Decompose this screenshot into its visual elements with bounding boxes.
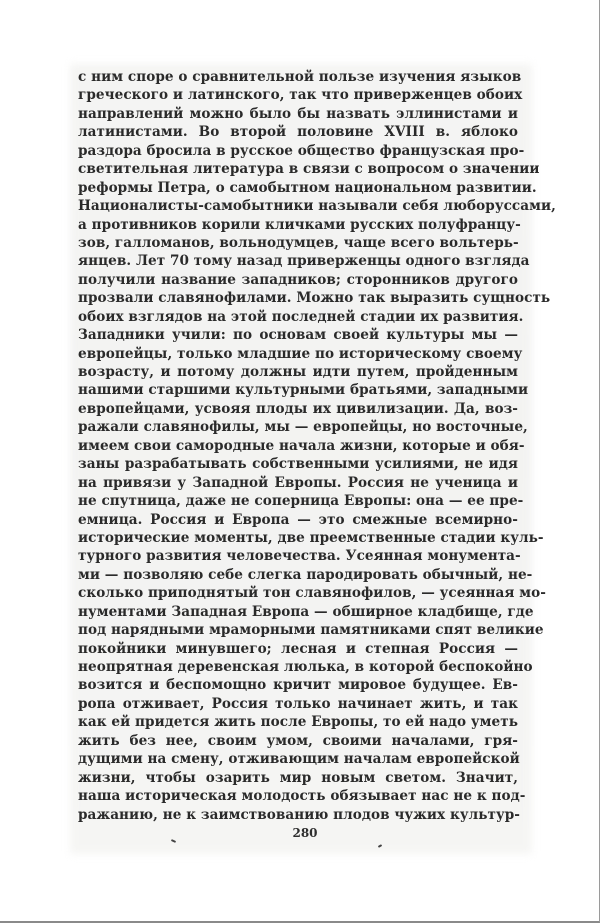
text-line: возится и беспомощно кричит мировое будущее. Ев- — [78, 677, 518, 694]
text-line: жить без нее, своим умом, своими началами, гря- — [78, 732, 518, 749]
text-line: латинистами. Во второй половине XVIII в. яблоко — [78, 124, 518, 141]
text-line: турного развития человечества. Усеянная монумента- — [78, 548, 521, 565]
text-line: возрасту, и потому должны идти путем, пройденным — [78, 364, 518, 380]
text-line: прозвали славянофилами. Можно так выразить сущность — [78, 290, 551, 307]
text-line: заны разрабатывать собственными усилиями, не идя — [78, 456, 518, 473]
text-line: наша историческая молодость обязывает нас не к под- — [78, 788, 526, 805]
text-line: греческого и латинского, так что приверженцев обоих — [78, 87, 523, 104]
text-line: имеем свои самородные начала жизни, которые и обя- — [78, 437, 525, 454]
text-line: емница. Россия и Европа — это смежные всемирно- — [78, 511, 518, 528]
text-line: раздора бросила в русское общество французская про- — [78, 142, 525, 159]
text-line: дущими на смену, отживающим началам европейской — [78, 751, 520, 768]
text-line: неопрятная деревенская люлька, в которой беспокойно — [78, 659, 533, 675]
text-line: обоих взглядов на этой последней стадии их развития. — [78, 308, 524, 325]
text-line: ражанию, не к заимствованию плодов чужих культур- — [78, 806, 520, 823]
text-line: европейцами, усвояя плоды их цивилизации. Да, воз- — [78, 400, 518, 417]
text-line: нументами Западная Европа — обширное кладбище, где — [78, 603, 534, 620]
text-line: зов, галломанов, вольнодумцев, чаще всего вольтерь- — [78, 234, 519, 251]
text-line: а противников корили кличками русских полуфранцу- — [78, 216, 521, 233]
text-line: с ним споре о сравнительной пользе изучения языков — [78, 69, 522, 85]
body-text — [78, 68, 556, 824]
text-line: ми — позволяю себе слегка пародировать обычный, не- — [78, 566, 533, 583]
text-line: под нарядными мраморными памятниками спят великие — [78, 622, 544, 639]
text-line: направлений можно было бы назвать эллинистами и — [78, 105, 518, 122]
text-line: светительная литература в связи с вопросом о значении — [78, 161, 540, 178]
text-line: не спутница, даже не соперница Европы: она — ее пре- — [78, 493, 524, 510]
text-line: нашими старшими культурными братьями, западными — [78, 382, 529, 399]
text-line: как ей придется жить после Европы, то ей надо уметь — [78, 714, 518, 731]
text-line: покойники минувшего; лесная и степная Россия — — [78, 640, 518, 657]
text-line: сколько приподнятый тон славянофилов, — усеянная мо- — [78, 585, 546, 602]
text-line: на привязи у Западной Европы. Россия не ученица и — [78, 474, 518, 491]
text-line: ражали славянофилы, мы — европейцы, но восточные, — [78, 419, 528, 436]
text-line: ропа отживает, Россия только начинает жить, и так — [78, 695, 518, 712]
text-line: исторические моменты, две преемственные стадии куль- — [78, 529, 544, 546]
text-line: европейцы, только младшие по историческому своему — [78, 345, 523, 362]
text-line: янцев. Лет 70 тому назад приверженцы одного взгляда — [78, 253, 530, 270]
page-number: 280 — [292, 826, 318, 840]
text-line: Западники учили: по основам своей культуры мы — — [78, 327, 518, 344]
text-line: жизни, чтобы озарить мир новым светом. Значит, — [78, 769, 518, 786]
text-line: Националисты-самобытники называли себя люборуссами, — [78, 198, 556, 215]
text-line: реформы Петра, о самобытном национальном развитии. — [78, 179, 537, 196]
text-line: получили название западников; сторонников другого — [78, 271, 518, 288]
